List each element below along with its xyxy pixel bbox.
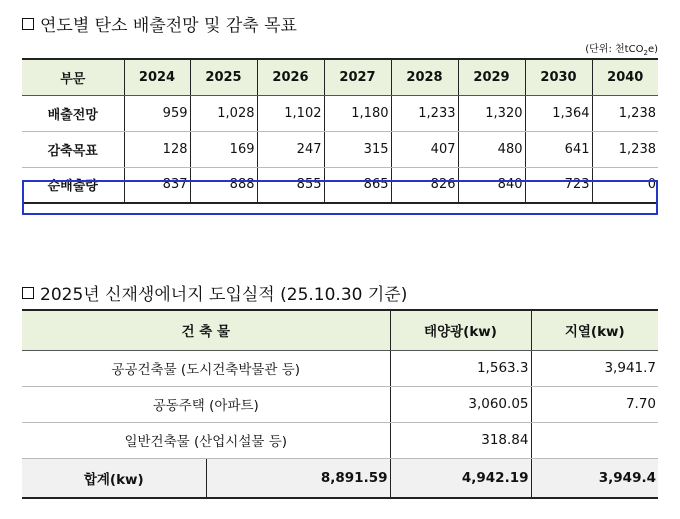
total-row: [22, 458, 658, 498]
table-cell: 1,364: [525, 95, 592, 131]
table-cell: 837: [124, 167, 190, 203]
table-cell: 855: [257, 167, 324, 203]
total-sum: 8,891.59: [206, 458, 390, 498]
table-cell: 480: [458, 131, 525, 167]
emission-header-row: [22, 59, 658, 95]
table-cell: 865: [324, 167, 391, 203]
header-year: 2029: [458, 59, 525, 95]
table-cell: 1,180: [324, 95, 391, 131]
row-label: 배출전망: [22, 95, 124, 131]
header-year: 2028: [391, 59, 458, 95]
table-cell: 641: [525, 131, 592, 167]
header-year: 2040: [592, 59, 658, 95]
table-cell: 1,238: [592, 95, 658, 131]
table-cell: 826: [391, 167, 458, 203]
total-solar: 4,942.19: [390, 458, 531, 498]
table-cell: 1,102: [257, 95, 324, 131]
unit-prefix: (단위: 천tCO: [585, 44, 644, 55]
row-label: 감축목표: [22, 131, 124, 167]
table-cell: 0: [592, 167, 658, 203]
table-cell: 315: [324, 131, 391, 167]
total-label: 합계(kw): [22, 458, 206, 498]
table-row: [22, 131, 658, 167]
geothermal-cell: [531, 422, 658, 458]
solar-cell: 318.84: [390, 422, 531, 458]
header-sector: 부문: [22, 59, 124, 95]
header-year: 2027: [324, 59, 391, 95]
row-label: 순배출량: [22, 167, 124, 203]
building-cell: 일반건축물 (산업시설물 등): [22, 422, 390, 458]
solar-cell: 3,060.05: [390, 386, 531, 422]
geothermal-cell: 7.70: [531, 386, 658, 422]
header-year: 2030: [525, 59, 592, 95]
section2-title: [22, 280, 407, 305]
table-cell: 1,233: [391, 95, 458, 131]
checkbox-square-icon: [22, 287, 34, 299]
header-geothermal: 지열(kw): [531, 310, 658, 350]
table-cell: 407: [391, 131, 458, 167]
building-cell: 공공건축물 (도시건축박물관 등): [22, 350, 390, 386]
table-row: [22, 95, 658, 131]
table-cell: 1,028: [190, 95, 257, 131]
header-year: 2024: [124, 59, 190, 95]
header-year: 2026: [257, 59, 324, 95]
emission-table: [22, 58, 658, 204]
table-cell: 128: [124, 131, 190, 167]
table-cell: 247: [257, 131, 324, 167]
table-cell: 888: [190, 167, 257, 203]
table-row-net-emission: [22, 167, 658, 203]
unit-label: [585, 40, 658, 57]
total-geothermal: 3,949.4: [531, 458, 658, 498]
section2-title-text: 2025년 신재생에너지 도입실적 (25.10.30 기준): [40, 285, 408, 305]
table-cell: 1,320: [458, 95, 525, 131]
table-cell: 169: [190, 131, 257, 167]
unit-subscript: 2: [643, 49, 648, 57]
table-cell: 723: [525, 167, 592, 203]
table-row: [22, 350, 658, 386]
renewable-table: [22, 309, 658, 499]
solar-cell: 1,563.3: [390, 350, 531, 386]
table-cell: 840: [458, 167, 525, 203]
section1-title: [22, 11, 297, 36]
geothermal-cell: 3,941.7: [531, 350, 658, 386]
table-cell: 959: [124, 95, 190, 131]
section1-title-text: 연도별 탄소 배출전망 및 감축 목표: [40, 16, 297, 36]
header-solar: 태양광(kw): [390, 310, 531, 350]
table-cell: 1,238: [592, 131, 658, 167]
table-row: [22, 386, 658, 422]
unit-suffix: e): [647, 44, 658, 55]
header-year: 2025: [190, 59, 257, 95]
renewable-header-row: [22, 310, 658, 350]
table-row: [22, 422, 658, 458]
checkbox-square-icon: [22, 18, 34, 30]
header-building: 건 축 물: [22, 310, 390, 350]
building-cell: 공동주택 (아파트): [22, 386, 390, 422]
